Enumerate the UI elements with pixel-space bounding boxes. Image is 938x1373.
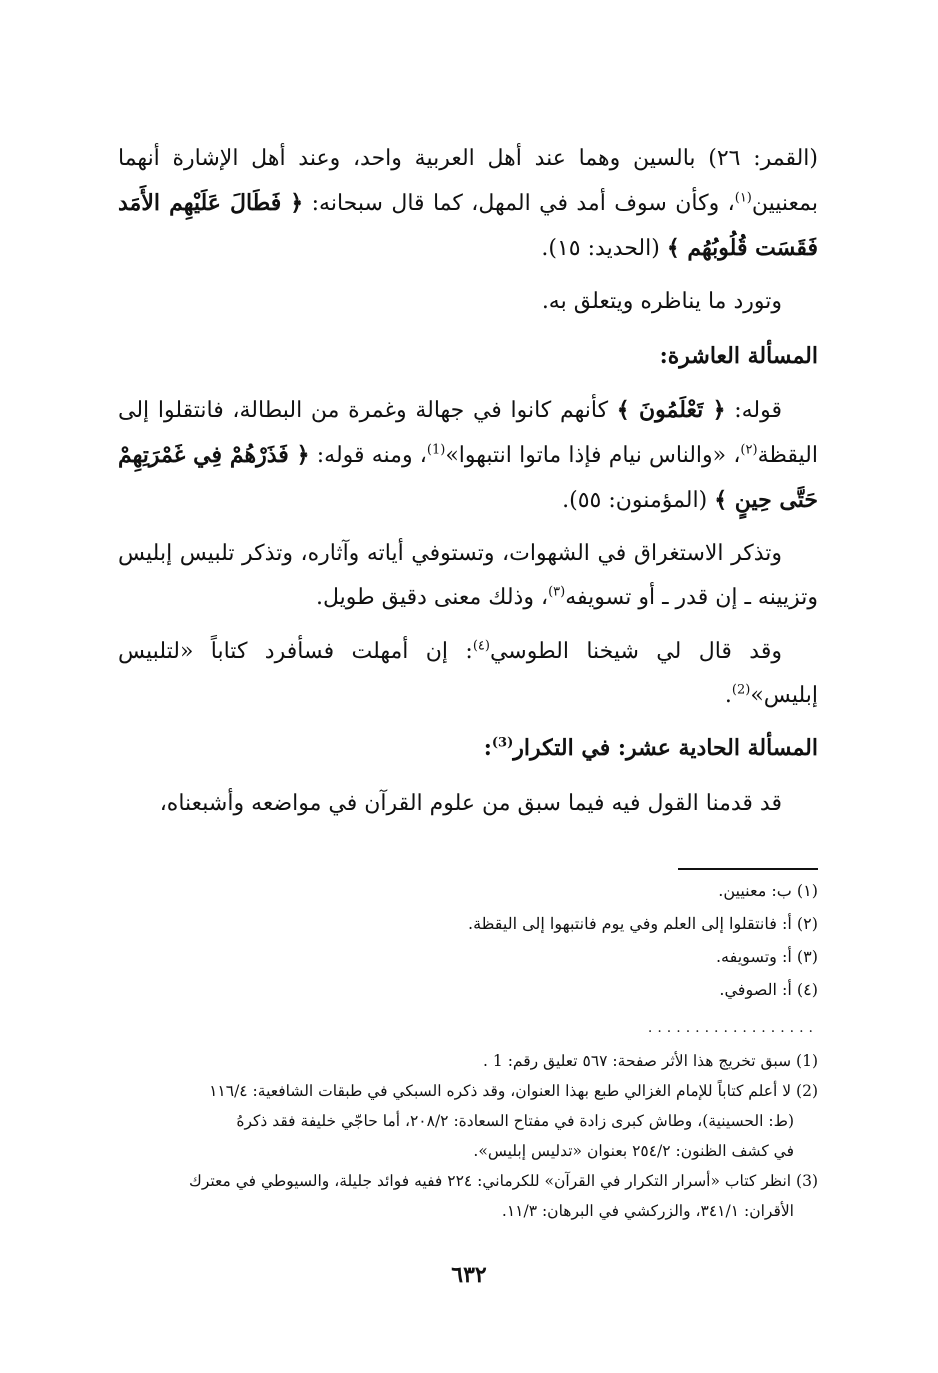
verse-citation: (المؤمنون: ٥٥). (562, 488, 708, 513)
paragraph-2-text: وتورد ما يناظره ويتعلق به. (541, 289, 782, 314)
paragraph-3-text-b: كأنهم كانوا في جهالة وغمرة من البطالة، فانتقلوا إلى اليقظة (118, 398, 818, 468)
main-text-5 (118, 532, 818, 620)
footnote-item: (٣) أ: وتسويفه. (715, 947, 818, 966)
paragraph-3-text-d: ، ومنه قوله: (316, 443, 427, 468)
paragraph-2 (118, 280, 818, 324)
section-heading-11-text: المسألة الحادية عشر: في التكرار (513, 735, 818, 761)
footnote-separator (678, 868, 818, 870)
editor-note-3: (3) انظر كتاب «أسرار التكرار في القرآن» للكرماني: ٢٢٤ ففيه فوائد جليلة، والسيوطي في معترك (189, 1172, 818, 1190)
heading-colon: : (483, 735, 492, 761)
main-text-3 (118, 334, 818, 378)
footnote-item: (١) ب: معنيين. (718, 881, 818, 900)
main-text-2 (118, 280, 818, 324)
main-text-6 (118, 630, 818, 718)
paragraph-5 (118, 630, 818, 718)
paragraph-1-text: (القمر: ٢٦) بالسين وهما عند أهل العربية واحد، وعند أهل الإشارة أنهما بمعنيين (118, 146, 819, 216)
footnote-ref: (٢) (740, 442, 758, 458)
quran-verse: ﴿ تَعْلَمُونَ ﴾ (616, 397, 726, 423)
paragraph-5-text-a: وقد قال لي شيخنا الطوسي (489, 639, 782, 664)
paragraph-1 (118, 137, 818, 271)
paragraph-3-text-a: قوله: (734, 398, 783, 423)
footnote-ref: (٣) (548, 584, 566, 600)
paragraph-4-text-a: وتذكر الاستغراق في الشهوات، وتستوفي أياته وآثاره، وتذكر تلبيس إبليس وتزيينه ـ إن قدر ـ أو تسويفه (118, 541, 818, 610)
footnote-ref: (٤) (472, 638, 490, 654)
paragraph-5-text-c: . (724, 683, 732, 708)
editor-note-1: (1) سبق تخريج هذا الأثر صفحة: ٥٦٧ تعليق رقم: 1 . (483, 1052, 818, 1070)
section-heading-11 (118, 726, 818, 770)
paragraph-5-text-b: : إن أمهلت فسأفرد كتاباً «لتلبيس إبليس» (118, 639, 818, 708)
paragraph-1-text-b: ، وكأن سوف أمد في المهل، كما قال سبحانه: (311, 191, 735, 216)
editor-note-3-cont: الأقران: ٣٤١/١، والزركشي في البرهان: ١١/٣. (501, 1202, 794, 1220)
main-text (118, 137, 818, 271)
paragraph-4-text-b: ، وذلك معنى دقيق طويل. (315, 585, 549, 610)
footnotes-original (118, 874, 818, 1006)
footnote-item: (٤) أ: الصوفي. (719, 980, 818, 999)
main-text-7 (118, 726, 818, 770)
footnotes-editor (118, 1046, 818, 1226)
editor-note-2-cont: في كشف الظنون: ٢٥٤/٢ بعنوان «تدليس إبليس». (473, 1142, 794, 1160)
main-text-4 (118, 388, 818, 523)
footnote-ref: (1) (426, 442, 446, 458)
page-number: ٦٣٢ (451, 1262, 487, 1288)
main-text-8 (118, 782, 818, 826)
paragraph-4 (118, 532, 818, 620)
quran-verse: ﴿ فَطَالَ عَلَيْهِم الأَمَد فَقَسَت قُلُوبُهُم ﴾ (118, 190, 818, 261)
paragraph-3-text-c: ، «والناس نيام فإذا ماتوا انتبهوا» (445, 443, 741, 468)
quran-verse: ﴿ فَذَرْهُمْ فِي غَمْرَتِهِمْ حَتَّى حِينٍ ﴾ (118, 442, 818, 513)
editor-note-2-cont: (ط: الحسينية)، وطاش كبرى زادة في مفتاح السعادة: ٢٠٨/٢، أما حاجّي خليفة فقد ذكرهُ (236, 1112, 794, 1130)
editor-note-2: (2) لا أعلم كتاباً للإمام الغزالي طبع بهذا العنوان، وقد ذكره السبكي في طبقات الشافعية: ١١٦/٤ (209, 1082, 818, 1100)
footnote-item: (٢) أ: فانتقلوا إلى العلم وفي يوم فانتبهوا إلى اليقظة. (468, 914, 818, 933)
paragraph-3 (118, 388, 818, 523)
verse-citation: (الحديد: ١٥). (541, 236, 660, 261)
paragraph-6-text: قد قدمنا القول فيه فيما سبق من علوم القرآن في مواضعه وأشبعناه، (159, 791, 782, 816)
footnote-ref: (3) (491, 735, 514, 751)
section-heading-10: المسألة العاشرة: (659, 343, 818, 369)
footnote-ref: (١) (734, 190, 752, 206)
footnote-ref: (2) (731, 682, 751, 698)
dotted-separator: .................. (647, 1020, 818, 1036)
paragraph-6 (118, 782, 818, 826)
